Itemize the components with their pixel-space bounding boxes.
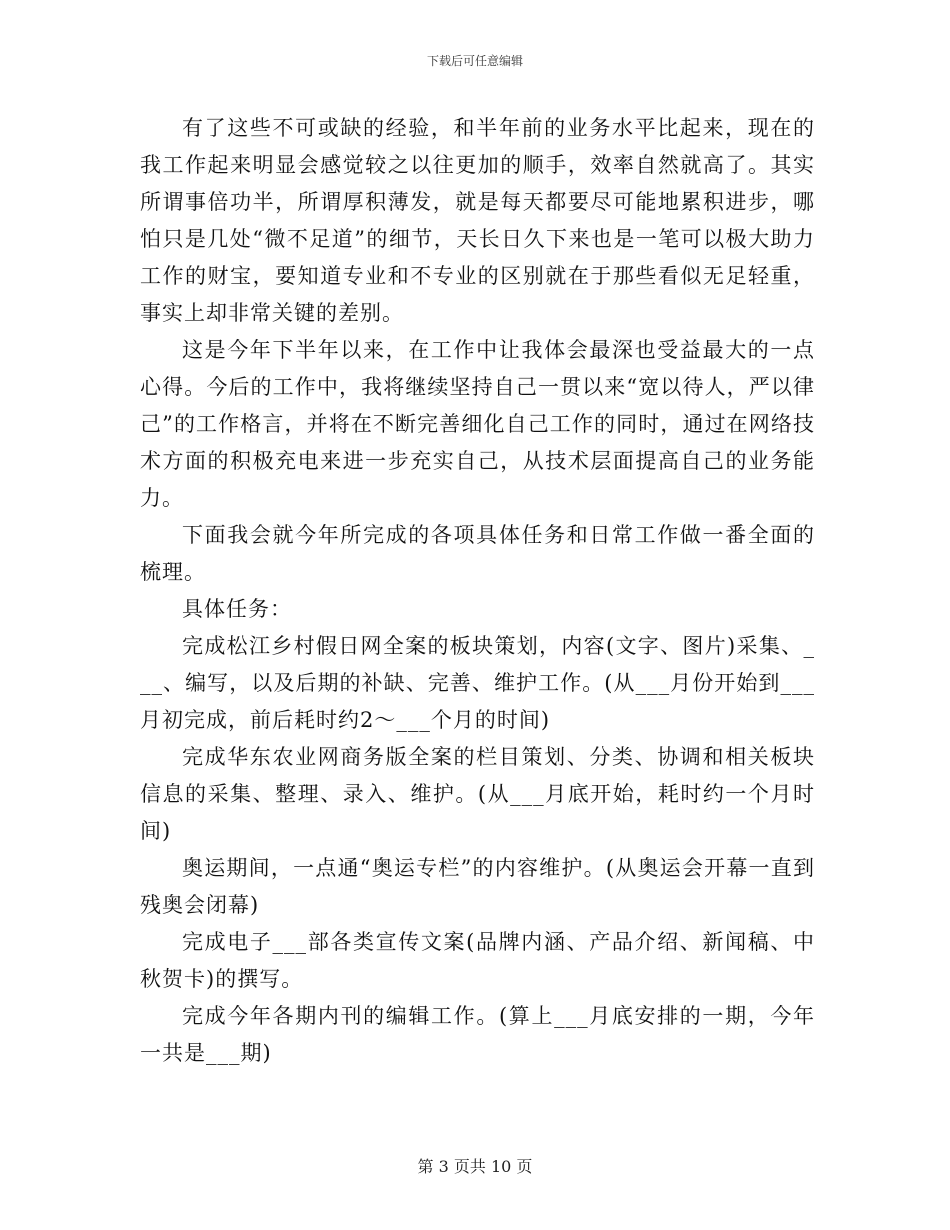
page-number: 第 3 页共 10 页 xyxy=(417,1157,533,1176)
paragraph-reflection: 这是今年下半年以来，在工作中让我体会最深也受益最大的一点心得。今后的工作中，我将继续坚持自己一贯以来“宽以待人，严以律己”的工作格言，并将在不断完善细化自己工作的同时，通过在网络技术方面的积极充电来进一步充实自己，从技术层面提高自己的业务能力。 xyxy=(140,338,815,510)
document-body xyxy=(140,110,815,1072)
task-item-huadong: 完成华东农业网商务版全案的栏目策划、分类、协调和相关板块信息的采集、整理、录入、维护。(从___月底开始，耗时约一个月时间) xyxy=(140,745,815,843)
page-header: 下载后可任意编辑 xyxy=(426,54,523,68)
task-item-songjiang: 完成松江乡村假日网全案的板块策划，内容(文字、图片)采集、___、编写，以及后期的补缺、完善、维护工作。(从___月份开始到___月初完成，前后耗时约2～___个月的时间) xyxy=(140,634,815,732)
task-item-copywriting: 完成电子___部各类宣传文案(品牌内涵、产品介绍、新闻稿、中秋贺卡)的撰写。 xyxy=(140,930,815,991)
task-item-olympics: 奥运期间，一点通“奥运专栏”的内容维护。(从奥运会开幕一直到残奥会闭幕) xyxy=(140,856,815,917)
task-item-journal: 完成今年各期内刊的编辑工作。(算上___月底安排的一期，今年一共是___期) xyxy=(140,1004,815,1065)
heading-specific-tasks: 具体任务： xyxy=(182,597,292,621)
paragraph-summary-intro: 下面我会就今年所完成的各项具体任务和日常工作做一番全面的梳理。 xyxy=(140,523,815,584)
paragraph-experience: 有了这些不可或缺的经验，和半年前的业务水平比起来，现在的我工作起来明显会感觉较之以往更加的顺手，效率自然就高了。其实所谓事倍功半，所谓厚积薄发，就是每天都要尽可能地累积进步，哪怕只是几处“微不足道”的细节，天长日久下来也是一笔可以极大助力工作的财宝，要知道专业和不专业的区别就在于那些看似无足轻重，事实上却非常关键的差别。 xyxy=(140,116,815,325)
